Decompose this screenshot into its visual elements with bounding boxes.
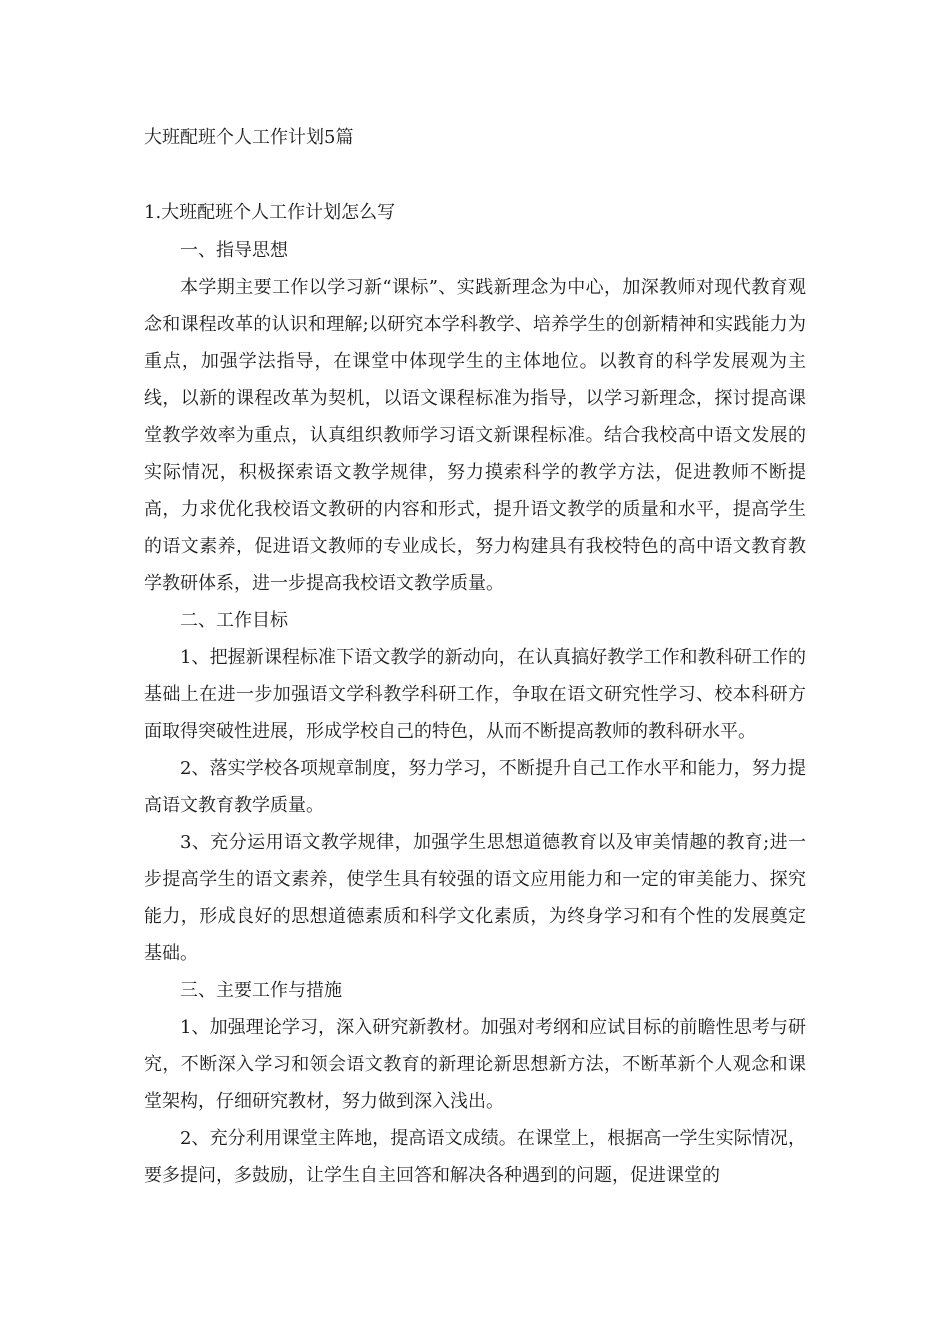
heading-main-work-measures: 三、主要工作与措施	[180, 980, 342, 1001]
paragraph: 2、落实学校各项规章制度，努力学习，不断提升自己工作水平和能力，努力提高语文教育教学质量。	[144, 758, 806, 816]
document-page	[144, 0, 806, 1344]
paragraph: 3、充分运用语文教学规律，加强学生思想道德教育以及审美情趣的教育;进一步提高学生的语文素养，使学生具有较强的语文应用能力和一定的审美能力、探究能力，形成良好的思想道德素质和科学文化素质，为终身学习和有个性的发展奠定基础。	[144, 832, 806, 964]
document-title: 大班配班个人工作计划5篇	[144, 127, 354, 148]
document-body	[144, 232, 806, 1194]
paragraph: 1、把握新课程标准下语文教学的新动向，在认真搞好教学工作和教科研工作的基础上在进一步加强语文学科教学科研工作，争取在语文研究性学习、校本科研方面取得突破性进展，形成学校自己的特色，从而不断提高教师的教科研水平。	[144, 647, 806, 742]
paragraph: 1、加强理论学习，深入研究新教材。加强对考纲和应试目标的前瞻性思考与研究，不断深入学习和领会语文教育的新理论新思想新方法，不断革新个人观念和课堂架构，仔细研究教材，努力做到深入浅出。	[144, 1017, 806, 1112]
paragraph: 本学期主要工作以学习新“课标”、实践新理念为中心，加深教师对现代教育观念和课程改革的认识和理解;以研究本学科教学、培养学生的创新精神和实践能力为重点，加强学法指导，在课堂中体现学生的主体地位。以教育的科学发展观为主线，以新的课程改革为契机，以语文课程标准为指导，以学习新理念，探讨提高课堂教学效率为重点，认真组织教师学习语文新课程标准。结合我校高中语文发展的实际情况，积极探索语文教学规律，努力摸索科学的教学方法，促进教师不断提高，力求优化我校语文教研的内容和形式，提升语文教学的质量和水平，提高学生的语文素养，促进语文教师的专业成长，努力构建具有我校特色的高中语文教育教学教研体系，进一步提高我校语文教学质量。	[144, 277, 806, 594]
section-title: 1.大班配班个人工作计划怎么写	[144, 202, 396, 223]
heading-work-goals: 二、工作目标	[180, 610, 288, 631]
paragraph: 2、充分利用课堂主阵地，提高语文成绩。在课堂上，根据高一学生实际情况，要多提问，多鼓励，让学生自主回答和解决各种遇到的问题，促进课堂的	[144, 1128, 806, 1186]
heading-guiding-ideology: 一、指导思想	[180, 240, 288, 261]
